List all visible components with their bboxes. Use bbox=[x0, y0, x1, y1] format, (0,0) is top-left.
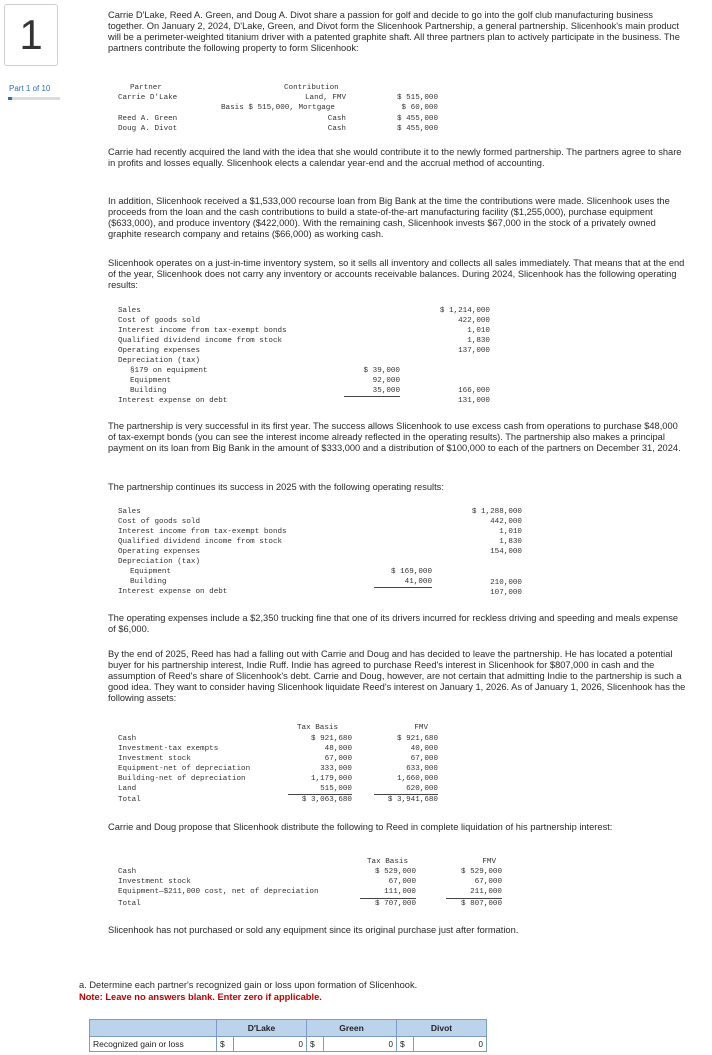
col-green: Green bbox=[307, 1020, 397, 1037]
reed-cash-value: $ 455,000 bbox=[396, 115, 438, 123]
dist-fmv: 67,000 bbox=[474, 878, 502, 886]
asset-tax-basis: 1,179,000 bbox=[310, 775, 352, 783]
ops-value: 1,010 bbox=[499, 528, 522, 536]
asset-label: Investment stock bbox=[118, 755, 191, 763]
dist-fmv: $ 529,000 bbox=[460, 868, 502, 876]
dist-label: Investment stock bbox=[118, 878, 191, 886]
ops-value: 166,000 bbox=[458, 387, 490, 395]
asset-fmv: 40,000 bbox=[410, 745, 438, 753]
ops-label: Interest expense on debt bbox=[118, 397, 228, 405]
ops-label: Equipment bbox=[130, 377, 172, 385]
ops-value: 1,830 bbox=[467, 337, 490, 345]
ops-label: Operating expenses bbox=[118, 548, 201, 556]
assets-total-tax: $ 3,063,680 bbox=[288, 794, 352, 805]
asset-label: Building-net of depreciation bbox=[118, 775, 246, 783]
asset-fmv: 620,000 bbox=[406, 785, 438, 793]
asset-tax-basis: 515,000 bbox=[320, 785, 352, 793]
asset-label: Cash bbox=[118, 735, 137, 743]
header-contribution: Contribution bbox=[284, 84, 339, 92]
question-a: a. Determine each partner's recognized gain or loss upon formation of Slicenhook. bbox=[79, 980, 418, 990]
propose-paragraph: Carrie and Doug propose that Slicenhook distribute the following to Reed in complete liquidation of his partnership interest: bbox=[108, 822, 613, 832]
partner-reed: Reed A. Green bbox=[118, 115, 178, 123]
asset-fmv: 633,000 bbox=[406, 765, 438, 773]
ops-value: 92,000 bbox=[372, 377, 400, 385]
ops-value: 41,000 bbox=[374, 577, 432, 588]
header-fmv: FMV bbox=[414, 724, 428, 732]
ops-value: 154,000 bbox=[490, 548, 522, 556]
ops-label: Depreciation (tax) bbox=[118, 357, 201, 365]
asset-label: Land bbox=[118, 785, 137, 793]
header-fmv: FMV bbox=[482, 858, 496, 866]
asset-tax-basis: 333,000 bbox=[320, 765, 352, 773]
ops-label: Qualified dividend income from stock bbox=[118, 538, 283, 546]
question-number: 1 bbox=[4, 4, 58, 66]
ops-label: Cost of goods sold bbox=[118, 317, 201, 325]
ops-label: Sales bbox=[118, 508, 141, 516]
ops-label: Cost of goods sold bbox=[118, 518, 201, 526]
dollar-sign: $ bbox=[307, 1037, 324, 1052]
ops-value: 35,000 bbox=[344, 386, 400, 397]
ops-label: Interest income from tax-exempt bonds bbox=[118, 528, 287, 536]
asset-label: Equipment-net of depreciation bbox=[118, 765, 251, 773]
dollar-sign: $ bbox=[397, 1037, 414, 1052]
dist-label: Equipment—$211,000 cost, net of depreciation bbox=[118, 888, 319, 896]
reed-cash-label: Cash bbox=[327, 115, 346, 123]
dist-tax-basis: 111,000 bbox=[384, 888, 416, 896]
asset-fmv: $ 921,680 bbox=[396, 735, 438, 743]
ops-label: §179 on equipment bbox=[130, 367, 208, 375]
ops-value: 137,000 bbox=[458, 347, 490, 355]
asset-label: Investment-tax exempts bbox=[118, 745, 219, 753]
dist-tax-basis: 67,000 bbox=[388, 878, 416, 886]
ops-value: $ 169,000 bbox=[390, 568, 432, 576]
header-partner: Partner bbox=[130, 84, 162, 92]
dist-total-tax: $ 707,000 bbox=[360, 898, 416, 909]
loan-paragraph: In addition, Slicenhook received a $1,533,000 recourse loan from Big Bank at the time the contributions were made. Slicenhook uses the proceeds from the loan and the cash contributions to build a state-of-the-art manufacturing facility ($1,255,000), purchase equipment ($633,000), and produce inventory ($422,000). With the remaining cash, Slicenhook invests $67,000 in the stock of a privately owned graphite research company and retains ($66,000) as working cash. bbox=[108, 196, 670, 239]
asset-tax-basis: 48,000 bbox=[324, 745, 352, 753]
doug-cash-label: Cash bbox=[327, 125, 346, 133]
ops-value: 422,000 bbox=[458, 317, 490, 325]
carrie-mortgage-value: $ 60,000 bbox=[401, 104, 438, 112]
dist-fmv: 211,000 bbox=[470, 888, 502, 896]
ops-value: 131,000 bbox=[458, 397, 490, 405]
ops-label: Operating expenses bbox=[118, 347, 201, 355]
dollar-sign: $ bbox=[217, 1037, 234, 1052]
reed-leaves-paragraph: By the end of 2025, Reed has had a falling out with Carrie and Doug and has decided to leave the partnership. He has located a potential buyer for his partnership interest, Indie Ruff. Indie has agreed to purchase Reed's interest in Slicenhook for $807,000 in cash and the assumption of Reed's share of Slicenhook's debt. Carrie and Doug, however, are not certain that admitting Indie to the partnership is such a good idea. They want to consider having Slicenhook liquidate Reed's interest on January 1, 2026. As of January 1, 2026, Slicenhook has the following assets: bbox=[108, 649, 686, 703]
assets-total-label: Total bbox=[118, 796, 141, 804]
jit-paragraph: Slicenhook operates on a just-in-time inventory system, so it sells all inventory and collects all sales immediately. That means that at the end of the year, Slicenhook does not carry any inventory or accounts receivable balances. During 2024, Slicenhook has the following operating results: bbox=[108, 258, 685, 290]
carrie-basis-mortgage: Basis $ 515,000, Mortgage bbox=[221, 104, 335, 112]
ops-value: 210,000 bbox=[490, 579, 522, 587]
intro-paragraph: Carrie D'Lake, Reed A. Green, and Doug A. Divot share a passion for golf and decide to go into the golf club manufacturing business together. On January 2, 2024, D'Lake, Green, and Divot form the Slicenhook Partnership, a general partnership. Slicenhook's main product will be a perimeter-weighted titanium driver with a patented graphite shaft. All three partners plan to actively participate in the business. The partners contribute the following property to form Slicenhook: bbox=[108, 10, 680, 53]
green-gain-input[interactable]: 0 bbox=[324, 1037, 397, 1052]
asset-tax-basis: $ 921,680 bbox=[310, 735, 352, 743]
continues-2025-paragraph: The partnership continues its success in 2025 with the following operating results: bbox=[108, 482, 444, 492]
doug-cash-value: $ 455,000 bbox=[396, 125, 438, 133]
carrie-land-label: Land, FMV bbox=[304, 94, 346, 102]
blank-header bbox=[90, 1020, 217, 1037]
asset-tax-basis: 67,000 bbox=[324, 755, 352, 763]
ops-label: Building bbox=[130, 578, 167, 586]
ops-label: Sales bbox=[118, 307, 141, 315]
ops-value: $ 1,214,000 bbox=[439, 307, 490, 315]
ops-value: $ 1,288,000 bbox=[471, 508, 522, 516]
ops-value: 1,010 bbox=[467, 327, 490, 335]
ops-label: Interest expense on debt bbox=[118, 588, 228, 596]
dist-total-label: Total bbox=[118, 900, 141, 908]
col-divot: Divot bbox=[397, 1020, 487, 1037]
ops-label: Building bbox=[130, 387, 167, 395]
asset-fmv: 1,660,000 bbox=[396, 775, 438, 783]
col-dlake: D'Lake bbox=[217, 1020, 307, 1037]
no-purchase-paragraph: Slicenhook has not purchased or sold any equipment since its original purchase just after formation. bbox=[108, 925, 519, 935]
answer-table bbox=[89, 1019, 487, 1052]
ops-label: Depreciation (tax) bbox=[118, 558, 201, 566]
dlake-gain-input[interactable]: 0 bbox=[234, 1037, 307, 1052]
ops-label: Qualified dividend income from stock bbox=[118, 337, 283, 345]
header-tax-basis: Tax Basis bbox=[296, 724, 338, 732]
header-tax-basis: Tax Basis bbox=[366, 858, 408, 866]
divot-gain-input[interactable]: 0 bbox=[414, 1037, 487, 1052]
dist-total-fmv: $ 807,000 bbox=[446, 898, 502, 909]
ops-label: Interest income from tax-exempt bonds bbox=[118, 327, 287, 335]
dist-label: Cash bbox=[118, 868, 137, 876]
land-paragraph: Carrie had recently acquired the land with the idea that she would contribute it to the newly formed partnership. The partners agree to share in profits and losses equally. Slicenhook elects a calendar year-end and the accrual method of accounting. bbox=[108, 147, 682, 168]
success-2024-paragraph: The partnership is very successful in its first year. The success allows Slicenhook to use excess cash from operations to purchase $48,000 of tax-exempt bonds (you can see the interest income already reflected in the operating results). The partnership also makes a principal payment on its loan from Big Bank in the amount of $333,000 and a distribution of $100,000 to each of the partners on December 31, 2024. bbox=[108, 421, 681, 453]
dist-tax-basis: $ 529,000 bbox=[374, 868, 416, 876]
ops-value: 107,000 bbox=[490, 589, 522, 597]
part-progress-bar bbox=[8, 97, 60, 100]
partner-doug: Doug A. Divot bbox=[118, 125, 178, 133]
note: Note: Leave no answers blank. Enter zero if applicable. bbox=[79, 992, 322, 1002]
ops-value: 1,830 bbox=[499, 538, 522, 546]
ops-label: Equipment bbox=[130, 568, 172, 576]
row-label-recognized-gain-loss: Recognized gain or loss bbox=[90, 1037, 217, 1052]
ops-value: $ 39,000 bbox=[363, 367, 400, 375]
carrie-land-value: $ 515,000 bbox=[396, 94, 438, 102]
assets-total-fmv: $ 3,941,680 bbox=[374, 794, 438, 805]
partner-carrie: Carrie D'Lake bbox=[118, 94, 178, 102]
ops-value: 442,000 bbox=[490, 518, 522, 526]
asset-fmv: 67,000 bbox=[410, 755, 438, 763]
opex-paragraph: The operating expenses include a $2,350 trucking fine that one of its drivers incurred for reckless driving and speeding and meals expense of $6,000. bbox=[108, 613, 679, 634]
part-label[interactable]: Part 1 of 10 bbox=[9, 84, 51, 93]
